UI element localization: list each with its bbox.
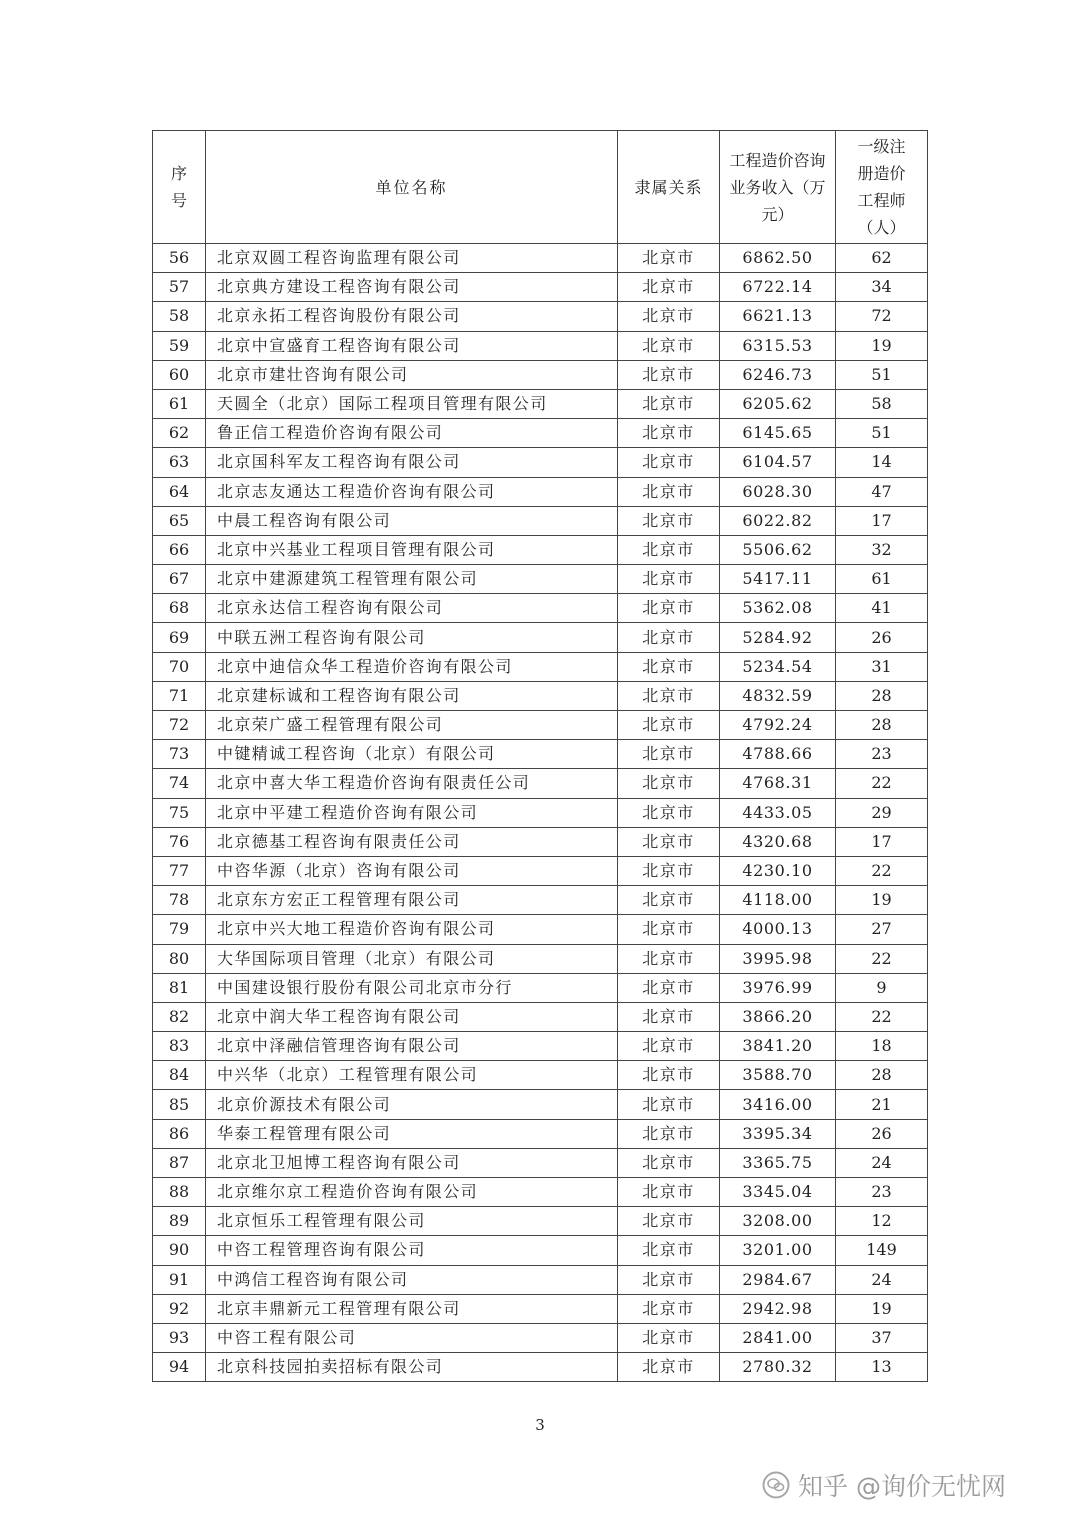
cell-engineers: 14 bbox=[836, 448, 928, 477]
cell-revenue: 3201.00 bbox=[720, 1236, 836, 1265]
cell-relation: 北京市 bbox=[618, 944, 720, 973]
cell-revenue: 5417.11 bbox=[720, 565, 836, 594]
table-row bbox=[153, 1294, 928, 1323]
cell-relation: 北京市 bbox=[618, 1323, 720, 1352]
cell-relation: 北京市 bbox=[618, 419, 720, 448]
cell-engineers: 58 bbox=[836, 389, 928, 418]
cell-relation: 北京市 bbox=[618, 244, 720, 273]
cell-seq: 83 bbox=[153, 1032, 206, 1061]
cell-engineers: 47 bbox=[836, 477, 928, 506]
cell-relation: 北京市 bbox=[618, 1265, 720, 1294]
table-row bbox=[153, 623, 928, 652]
table-row bbox=[153, 740, 928, 769]
cell-revenue: 6621.13 bbox=[720, 302, 836, 331]
cell-name: 北京东方宏正工程管理有限公司 bbox=[206, 886, 618, 915]
cell-name: 北京市建壮咨询有限公司 bbox=[206, 360, 618, 389]
cell-engineers: 28 bbox=[836, 711, 928, 740]
table-row bbox=[153, 302, 928, 331]
company-table bbox=[152, 130, 928, 1382]
cell-name: 北京永拓工程咨询股份有限公司 bbox=[206, 302, 618, 331]
table-row bbox=[153, 477, 928, 506]
cell-revenue: 4768.31 bbox=[720, 769, 836, 798]
cell-relation: 北京市 bbox=[618, 740, 720, 769]
cell-seq: 74 bbox=[153, 769, 206, 798]
cell-revenue: 3976.99 bbox=[720, 973, 836, 1002]
header-engineers: 一级注册造价工程师（人） bbox=[836, 131, 928, 244]
cell-seq: 84 bbox=[153, 1061, 206, 1090]
table-row bbox=[153, 944, 928, 973]
cell-relation: 北京市 bbox=[618, 1353, 720, 1382]
cell-revenue: 3995.98 bbox=[720, 944, 836, 973]
cell-name: 北京中泽融信管理咨询有限公司 bbox=[206, 1032, 618, 1061]
table-row bbox=[153, 1323, 928, 1352]
cell-name: 北京中建源建筑工程管理有限公司 bbox=[206, 565, 618, 594]
cell-seq: 80 bbox=[153, 944, 206, 973]
cell-name: 北京价源技术有限公司 bbox=[206, 1090, 618, 1119]
table-row bbox=[153, 1119, 928, 1148]
watermark bbox=[762, 1465, 1006, 1505]
header-seq: 序号 bbox=[153, 131, 206, 244]
cell-engineers: 22 bbox=[836, 1002, 928, 1031]
cell-seq: 77 bbox=[153, 856, 206, 885]
cell-revenue: 2780.32 bbox=[720, 1353, 836, 1382]
cell-seq: 90 bbox=[153, 1236, 206, 1265]
cell-engineers: 19 bbox=[836, 1294, 928, 1323]
cell-name: 大华国际项目管理（北京）有限公司 bbox=[206, 944, 618, 973]
cell-engineers: 26 bbox=[836, 623, 928, 652]
cell-engineers: 28 bbox=[836, 681, 928, 710]
cell-seq: 78 bbox=[153, 886, 206, 915]
cell-name: 北京中润大华工程咨询有限公司 bbox=[206, 1002, 618, 1031]
cell-name: 中咨华源（北京）咨询有限公司 bbox=[206, 856, 618, 885]
table-row bbox=[153, 886, 928, 915]
header-revenue: 工程造价咨询业务收入（万元） bbox=[720, 131, 836, 244]
cell-relation: 北京市 bbox=[618, 1178, 720, 1207]
table-row bbox=[153, 1002, 928, 1031]
cell-relation: 北京市 bbox=[618, 389, 720, 418]
table-row bbox=[153, 1265, 928, 1294]
cell-relation: 北京市 bbox=[618, 331, 720, 360]
cell-seq: 76 bbox=[153, 827, 206, 856]
cell-seq: 66 bbox=[153, 535, 206, 564]
cell-engineers: 24 bbox=[836, 1265, 928, 1294]
cell-engineers: 17 bbox=[836, 827, 928, 856]
cell-name: 北京志友通达工程造价咨询有限公司 bbox=[206, 477, 618, 506]
cell-seq: 64 bbox=[153, 477, 206, 506]
table-row bbox=[153, 1148, 928, 1177]
cell-revenue: 4433.05 bbox=[720, 798, 836, 827]
table-row bbox=[153, 915, 928, 944]
cell-relation: 北京市 bbox=[618, 1032, 720, 1061]
cell-name: 北京德基工程咨询有限责任公司 bbox=[206, 827, 618, 856]
cell-name: 北京恒乐工程管理有限公司 bbox=[206, 1207, 618, 1236]
cell-seq: 56 bbox=[153, 244, 206, 273]
cell-seq: 92 bbox=[153, 1294, 206, 1323]
cell-engineers: 29 bbox=[836, 798, 928, 827]
cell-name: 鲁正信工程造价咨询有限公司 bbox=[206, 419, 618, 448]
cell-seq: 88 bbox=[153, 1178, 206, 1207]
cell-name: 北京典方建设工程咨询有限公司 bbox=[206, 273, 618, 302]
cell-revenue: 4832.59 bbox=[720, 681, 836, 710]
cell-seq: 63 bbox=[153, 448, 206, 477]
cell-revenue: 6104.57 bbox=[720, 448, 836, 477]
table-row bbox=[153, 594, 928, 623]
table-row bbox=[153, 273, 928, 302]
cell-seq: 65 bbox=[153, 506, 206, 535]
cell-engineers: 51 bbox=[836, 360, 928, 389]
cell-engineers: 41 bbox=[836, 594, 928, 623]
cell-engineers: 32 bbox=[836, 535, 928, 564]
cell-revenue: 3208.00 bbox=[720, 1207, 836, 1236]
cell-relation: 北京市 bbox=[618, 711, 720, 740]
cell-relation: 北京市 bbox=[618, 827, 720, 856]
cell-seq: 85 bbox=[153, 1090, 206, 1119]
table-row bbox=[153, 1090, 928, 1119]
table-row bbox=[153, 1178, 928, 1207]
cell-seq: 91 bbox=[153, 1265, 206, 1294]
cell-name: 中联五洲工程咨询有限公司 bbox=[206, 623, 618, 652]
cell-seq: 72 bbox=[153, 711, 206, 740]
table-row bbox=[153, 856, 928, 885]
table-row bbox=[153, 389, 928, 418]
cell-name: 北京中迪信众华工程造价咨询有限公司 bbox=[206, 652, 618, 681]
cell-revenue: 6022.82 bbox=[720, 506, 836, 535]
cell-relation: 北京市 bbox=[618, 477, 720, 506]
table-row bbox=[153, 1032, 928, 1061]
cell-revenue: 4320.68 bbox=[720, 827, 836, 856]
header-relation: 隶属关系 bbox=[618, 131, 720, 244]
cell-revenue: 2841.00 bbox=[720, 1323, 836, 1352]
cell-seq: 70 bbox=[153, 652, 206, 681]
cell-name: 北京中兴大地工程造价咨询有限公司 bbox=[206, 915, 618, 944]
cell-relation: 北京市 bbox=[618, 506, 720, 535]
cell-relation: 北京市 bbox=[618, 769, 720, 798]
cell-seq: 79 bbox=[153, 915, 206, 944]
cell-name: 北京中平建工程造价咨询有限公司 bbox=[206, 798, 618, 827]
cell-name: 北京国科军友工程咨询有限公司 bbox=[206, 448, 618, 477]
cell-name: 中兴华（北京）工程管理有限公司 bbox=[206, 1061, 618, 1090]
cell-seq: 89 bbox=[153, 1207, 206, 1236]
cell-engineers: 149 bbox=[836, 1236, 928, 1265]
cell-revenue: 4000.13 bbox=[720, 915, 836, 944]
cell-seq: 71 bbox=[153, 681, 206, 710]
cell-engineers: 61 bbox=[836, 565, 928, 594]
cell-engineers: 62 bbox=[836, 244, 928, 273]
cell-relation: 北京市 bbox=[618, 1294, 720, 1323]
cell-name: 天圆全（北京）国际工程项目管理有限公司 bbox=[206, 389, 618, 418]
cell-revenue: 2942.98 bbox=[720, 1294, 836, 1323]
header-name: 单位名称 bbox=[206, 131, 618, 244]
cell-engineers: 34 bbox=[836, 273, 928, 302]
cell-engineers: 37 bbox=[836, 1323, 928, 1352]
cell-name: 华泰工程管理有限公司 bbox=[206, 1119, 618, 1148]
cell-engineers: 22 bbox=[836, 944, 928, 973]
cell-revenue: 5506.62 bbox=[720, 535, 836, 564]
cell-seq: 67 bbox=[153, 565, 206, 594]
table-row bbox=[153, 652, 928, 681]
cell-engineers: 26 bbox=[836, 1119, 928, 1148]
table-row bbox=[153, 1061, 928, 1090]
cell-revenue: 5362.08 bbox=[720, 594, 836, 623]
cell-relation: 北京市 bbox=[618, 856, 720, 885]
cell-engineers: 27 bbox=[836, 915, 928, 944]
cell-revenue: 6246.73 bbox=[720, 360, 836, 389]
cell-engineers: 72 bbox=[836, 302, 928, 331]
table-row bbox=[153, 535, 928, 564]
cell-seq: 61 bbox=[153, 389, 206, 418]
cell-name: 北京维尔京工程造价咨询有限公司 bbox=[206, 1178, 618, 1207]
cell-engineers: 12 bbox=[836, 1207, 928, 1236]
cell-relation: 北京市 bbox=[618, 1119, 720, 1148]
cell-revenue: 4788.66 bbox=[720, 740, 836, 769]
cell-engineers: 22 bbox=[836, 769, 928, 798]
table-row bbox=[153, 1236, 928, 1265]
cell-engineers: 24 bbox=[836, 1148, 928, 1177]
table-row bbox=[153, 973, 928, 1002]
cell-seq: 69 bbox=[153, 623, 206, 652]
table-row bbox=[153, 506, 928, 535]
cell-seq: 86 bbox=[153, 1119, 206, 1148]
cell-name: 北京中喜大华工程造价咨询有限责任公司 bbox=[206, 769, 618, 798]
table-row bbox=[153, 1207, 928, 1236]
cell-seq: 81 bbox=[153, 973, 206, 1002]
table-row bbox=[153, 827, 928, 856]
cell-revenue: 3588.70 bbox=[720, 1061, 836, 1090]
cell-relation: 北京市 bbox=[618, 973, 720, 1002]
cell-seq: 75 bbox=[153, 798, 206, 827]
wechat-logo-icon bbox=[762, 1471, 790, 1499]
cell-name: 北京丰鼎新元工程管理有限公司 bbox=[206, 1294, 618, 1323]
table-row bbox=[153, 798, 928, 827]
cell-relation: 北京市 bbox=[618, 681, 720, 710]
table-row bbox=[153, 360, 928, 389]
cell-seq: 73 bbox=[153, 740, 206, 769]
table-row bbox=[153, 448, 928, 477]
cell-relation: 北京市 bbox=[618, 594, 720, 623]
cell-name: 北京中宣盛育工程咨询有限公司 bbox=[206, 331, 618, 360]
cell-engineers: 19 bbox=[836, 331, 928, 360]
cell-revenue: 6028.30 bbox=[720, 477, 836, 506]
cell-engineers: 23 bbox=[836, 740, 928, 769]
cell-engineers: 21 bbox=[836, 1090, 928, 1119]
cell-revenue: 3395.34 bbox=[720, 1119, 836, 1148]
table-body bbox=[153, 244, 928, 1382]
cell-seq: 68 bbox=[153, 594, 206, 623]
cell-name: 中鸿信工程咨询有限公司 bbox=[206, 1265, 618, 1294]
cell-relation: 北京市 bbox=[618, 652, 720, 681]
cell-name: 北京荣广盛工程管理有限公司 bbox=[206, 711, 618, 740]
cell-revenue: 6205.62 bbox=[720, 389, 836, 418]
cell-revenue: 4118.00 bbox=[720, 886, 836, 915]
cell-engineers: 13 bbox=[836, 1353, 928, 1382]
cell-name: 中咨工程有限公司 bbox=[206, 1323, 618, 1352]
cell-revenue: 2984.67 bbox=[720, 1265, 836, 1294]
cell-revenue: 3365.75 bbox=[720, 1148, 836, 1177]
cell-relation: 北京市 bbox=[618, 1061, 720, 1090]
table-row bbox=[153, 1353, 928, 1382]
cell-revenue: 3345.04 bbox=[720, 1178, 836, 1207]
cell-revenue: 4792.24 bbox=[720, 711, 836, 740]
cell-revenue: 4230.10 bbox=[720, 856, 836, 885]
cell-name: 北京中兴基业工程项目管理有限公司 bbox=[206, 535, 618, 564]
cell-seq: 87 bbox=[153, 1148, 206, 1177]
table-row bbox=[153, 419, 928, 448]
cell-relation: 北京市 bbox=[618, 448, 720, 477]
cell-seq: 58 bbox=[153, 302, 206, 331]
cell-relation: 北京市 bbox=[618, 1236, 720, 1265]
cell-relation: 北京市 bbox=[618, 915, 720, 944]
cell-relation: 北京市 bbox=[618, 535, 720, 564]
watermark-text: 知乎 @询价无忧网 bbox=[798, 1472, 1006, 1501]
cell-relation: 北京市 bbox=[618, 886, 720, 915]
cell-relation: 北京市 bbox=[618, 302, 720, 331]
cell-seq: 60 bbox=[153, 360, 206, 389]
cell-relation: 北京市 bbox=[618, 273, 720, 302]
cell-name: 北京建标诚和工程咨询有限公司 bbox=[206, 681, 618, 710]
cell-engineers: 22 bbox=[836, 856, 928, 885]
page-number: 3 bbox=[535, 1416, 545, 1434]
cell-engineers: 19 bbox=[836, 886, 928, 915]
cell-relation: 北京市 bbox=[618, 1148, 720, 1177]
cell-relation: 北京市 bbox=[618, 1090, 720, 1119]
cell-revenue: 5284.92 bbox=[720, 623, 836, 652]
cell-relation: 北京市 bbox=[618, 565, 720, 594]
cell-revenue: 6862.50 bbox=[720, 244, 836, 273]
cell-name: 北京双圆工程咨询监理有限公司 bbox=[206, 244, 618, 273]
cell-name: 中咨工程管理咨询有限公司 bbox=[206, 1236, 618, 1265]
cell-engineers: 23 bbox=[836, 1178, 928, 1207]
table-row bbox=[153, 681, 928, 710]
cell-seq: 59 bbox=[153, 331, 206, 360]
table-row bbox=[153, 244, 928, 273]
cell-seq: 62 bbox=[153, 419, 206, 448]
cell-engineers: 17 bbox=[836, 506, 928, 535]
cell-engineers: 51 bbox=[836, 419, 928, 448]
cell-engineers: 9 bbox=[836, 973, 928, 1002]
table-row bbox=[153, 565, 928, 594]
cell-name: 北京北卫旭博工程咨询有限公司 bbox=[206, 1148, 618, 1177]
table-row bbox=[153, 331, 928, 360]
cell-engineers: 18 bbox=[836, 1032, 928, 1061]
cell-name: 北京科技园拍卖招标有限公司 bbox=[206, 1353, 618, 1382]
cell-name: 北京永达信工程咨询有限公司 bbox=[206, 594, 618, 623]
cell-relation: 北京市 bbox=[618, 1207, 720, 1236]
cell-revenue: 6315.53 bbox=[720, 331, 836, 360]
cell-revenue: 6145.65 bbox=[720, 419, 836, 448]
header-row bbox=[153, 131, 928, 244]
cell-name: 中晨工程咨询有限公司 bbox=[206, 506, 618, 535]
cell-relation: 北京市 bbox=[618, 360, 720, 389]
cell-relation: 北京市 bbox=[618, 1002, 720, 1031]
table-row bbox=[153, 769, 928, 798]
cell-engineers: 31 bbox=[836, 652, 928, 681]
cell-seq: 93 bbox=[153, 1323, 206, 1352]
cell-engineers: 28 bbox=[836, 1061, 928, 1090]
table-row bbox=[153, 711, 928, 740]
cell-revenue: 3416.00 bbox=[720, 1090, 836, 1119]
cell-relation: 北京市 bbox=[618, 798, 720, 827]
cell-revenue: 3866.20 bbox=[720, 1002, 836, 1031]
cell-revenue: 3841.20 bbox=[720, 1032, 836, 1061]
cell-seq: 94 bbox=[153, 1353, 206, 1382]
cell-name: 中国建设银行股份有限公司北京市分行 bbox=[206, 973, 618, 1002]
cell-relation: 北京市 bbox=[618, 623, 720, 652]
cell-name: 中键精诚工程咨询（北京）有限公司 bbox=[206, 740, 618, 769]
cell-seq: 57 bbox=[153, 273, 206, 302]
cell-seq: 82 bbox=[153, 1002, 206, 1031]
cell-revenue: 5234.54 bbox=[720, 652, 836, 681]
cell-revenue: 6722.14 bbox=[720, 273, 836, 302]
